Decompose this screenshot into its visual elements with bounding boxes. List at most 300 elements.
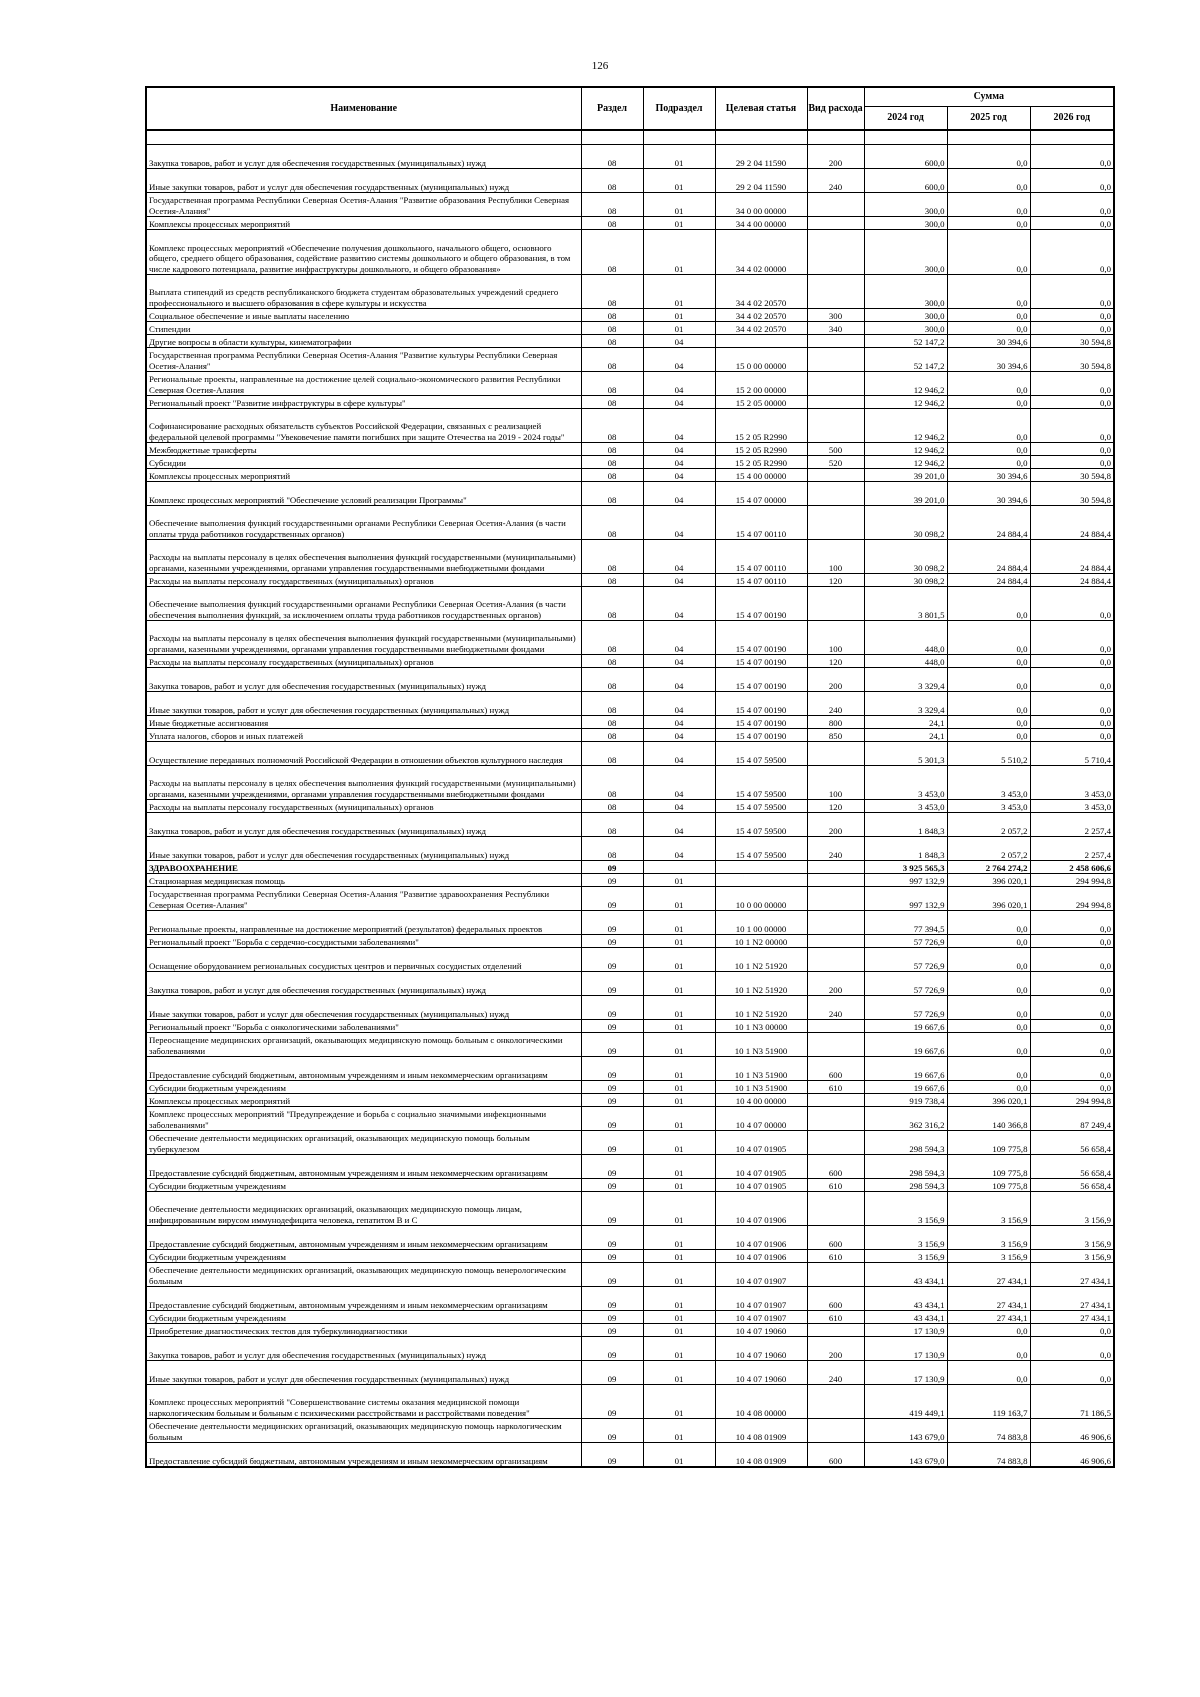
cell-name: Субсидии (146, 456, 581, 469)
cell-2025: 3 156,9 (947, 1226, 1030, 1250)
table-row (146, 275, 1114, 309)
cell-2024: 600,0 (864, 145, 947, 169)
cell-subsection: 01 (643, 1081, 715, 1094)
cell-2025: 0,0 (947, 729, 1030, 742)
cell-2025: 2 764 274,2 (947, 861, 1030, 874)
cell-expense-type (807, 230, 864, 275)
cell-name: Расходы на выплаты персоналу в целях обеспечения выполнения функций государственными (муниципальными) органами, казенными учреждениями, органами управления государственными внебюджетными фондами (146, 766, 581, 800)
table-row (146, 1324, 1114, 1337)
table-row (146, 1179, 1114, 1192)
cell-2024: 5 301,3 (864, 742, 947, 766)
cell-subsection: 01 (643, 935, 715, 948)
cell-2025: 0,0 (947, 655, 1030, 668)
cell-target: 10 1 N3 51900 (715, 1033, 807, 1057)
table-row (146, 1081, 1114, 1094)
cell-2025: 0,0 (947, 1057, 1030, 1081)
cell-subsection: 01 (643, 169, 715, 193)
cell-target: 10 4 07 19060 (715, 1361, 807, 1385)
cell-2026: 0,0 (1030, 996, 1114, 1020)
cell-target: 29 2 04 11590 (715, 145, 807, 169)
cell-2026: 2 458 606,6 (1030, 861, 1114, 874)
cell-target: 15 4 07 59500 (715, 742, 807, 766)
cell-2025: 30 394,6 (947, 335, 1030, 348)
cell-section: 09 (581, 861, 643, 874)
cell-2026: 0,0 (1030, 1020, 1114, 1033)
table-row (146, 1155, 1114, 1179)
cell-target: 15 4 07 00190 (715, 729, 807, 742)
cell-subsection: 01 (643, 996, 715, 1020)
cell-target: 15 4 07 59500 (715, 766, 807, 800)
cell-subsection: 01 (643, 275, 715, 309)
cell-2026: 0,0 (1030, 1337, 1114, 1361)
cell-target: 15 4 07 00110 (715, 540, 807, 574)
cell-subsection: 04 (643, 396, 715, 409)
cell-name: Предоставление субсидий бюджетным, автономным учреждениям и иным некоммерческим организациям (146, 1443, 581, 1468)
cell-2024: 12 946,2 (864, 443, 947, 456)
cell-2024: 57 726,9 (864, 948, 947, 972)
cell-name: Предоставление субсидий бюджетным, автономным учреждениям и иным некоммерческим организациям (146, 1057, 581, 1081)
table-row (146, 887, 1114, 911)
cell-target: 10 1 N3 00000 (715, 1020, 807, 1033)
cell-2026: 0,0 (1030, 409, 1114, 443)
cell-expense-type: 200 (807, 1337, 864, 1361)
table-row (146, 348, 1114, 372)
cell-2026: 0,0 (1030, 230, 1114, 275)
cell-target (715, 874, 807, 887)
cell-expense-type: 520 (807, 456, 864, 469)
cell-section: 08 (581, 469, 643, 482)
cell-name: Комплекс процессных мероприятий "Обеспечение условий реализации Программы" (146, 482, 581, 506)
cell-2026: 3 156,9 (1030, 1192, 1114, 1226)
cell-expense-type (807, 948, 864, 972)
cell-expense-type: 600 (807, 1443, 864, 1468)
cell-2024: 1 848,3 (864, 837, 947, 861)
cell-2025: 3 453,0 (947, 766, 1030, 800)
cell-name: Приобретение диагностических тестов для туберкулинодиагностики (146, 1324, 581, 1337)
cell-2026: 0,0 (1030, 145, 1114, 169)
table-row (146, 409, 1114, 443)
cell-subsection: 04 (643, 409, 715, 443)
table-row (146, 800, 1114, 813)
cell-expense-type: 610 (807, 1081, 864, 1094)
cell-2026: 0,0 (1030, 169, 1114, 193)
cell-2024: 143 679,0 (864, 1443, 947, 1468)
cell-2024: 3 156,9 (864, 1226, 947, 1250)
cell-expense-type: 800 (807, 716, 864, 729)
cell-name: Региональные проекты, направленные на достижение мероприятий (результатов) федеральных проектов (146, 911, 581, 935)
cell-expense-type (807, 861, 864, 874)
cell-section: 09 (581, 948, 643, 972)
cell-name: Закупка товаров, работ и услуг для обеспечения государственных (муниципальных) нужд (146, 972, 581, 996)
cell-name: Государственная программа Республики Северная Осетия-Алания "Развитие здравоохранения Республики Северная Осетия-Алания" (146, 887, 581, 911)
cell-subsection: 04 (643, 506, 715, 540)
cell-section: 09 (581, 1226, 643, 1250)
cell-expense-type: 600 (807, 1057, 864, 1081)
cell-2026: 0,0 (1030, 668, 1114, 692)
cell-target: 34 4 02 20570 (715, 322, 807, 335)
cell-target: 34 4 02 20570 (715, 275, 807, 309)
table-row (146, 372, 1114, 396)
cell-section: 08 (581, 540, 643, 574)
cell-name: Обеспечение деятельности медицинских организаций, оказывающих медицинскую помощь лицам, инфицированным вирусом иммунодефицита человека, гепатитом В и С (146, 1192, 581, 1226)
header-subsection: Подраздел (643, 87, 715, 130)
cell-name: Расходы на выплаты персоналу государственных (муниципальных) органов (146, 655, 581, 668)
cell-expense-type: 500 (807, 443, 864, 456)
cell-subsection: 01 (643, 972, 715, 996)
cell-2024: 24,1 (864, 716, 947, 729)
cell-name: Социальное обеспечение и иные выплаты населению (146, 309, 581, 322)
cell-name: Региональные проекты, направленные на достижение целей социально-экономического развития Республики Северная Осетия-Алания (146, 372, 581, 396)
cell-expense-type: 240 (807, 692, 864, 716)
cell-2026: 27 434,1 (1030, 1311, 1114, 1324)
table-row (146, 729, 1114, 742)
cell-2025: 140 366,8 (947, 1107, 1030, 1131)
cell-2026: 0,0 (1030, 729, 1114, 742)
cell-2025: 0,0 (947, 1020, 1030, 1033)
cell-expense-type (807, 1263, 864, 1287)
cell-2024: 17 130,9 (864, 1361, 947, 1385)
cell-name: Государственная программа Республики Северная Осетия-Алания "Развитие образования Республики Северная Осетия-Алания" (146, 193, 581, 217)
cell-section: 08 (581, 655, 643, 668)
table-row (146, 1287, 1114, 1311)
cell-target: 15 4 07 59500 (715, 837, 807, 861)
table-row (146, 540, 1114, 574)
cell-2026: 27 434,1 (1030, 1287, 1114, 1311)
cell-section: 09 (581, 1094, 643, 1107)
cell-section: 09 (581, 1287, 643, 1311)
cell-target: 15 4 07 59500 (715, 800, 807, 813)
cell-subsection: 01 (643, 1192, 715, 1226)
cell-2026: 5 710,4 (1030, 742, 1114, 766)
cell-target: 10 4 07 01906 (715, 1192, 807, 1226)
cell-target: 10 4 08 01909 (715, 1419, 807, 1443)
cell-section: 09 (581, 1324, 643, 1337)
cell-name: Региональный проект "Развитие инфраструктуры в сфере культуры" (146, 396, 581, 409)
cell-name: Предоставление субсидий бюджетным, автономным учреждениям и иным некоммерческим организациям (146, 1226, 581, 1250)
cell-2024: 300,0 (864, 217, 947, 230)
cell-name: Региональный проект "Борьба с онкологическими заболеваниями" (146, 1020, 581, 1033)
cell-subsection: 04 (643, 692, 715, 716)
cell-section: 09 (581, 1250, 643, 1263)
cell-name: Комплексы процессных мероприятий (146, 217, 581, 230)
cell-section: 08 (581, 335, 643, 348)
cell-target: 10 1 N2 51920 (715, 996, 807, 1020)
cell-2026: 30 594,8 (1030, 348, 1114, 372)
cell-expense-type: 240 (807, 1361, 864, 1385)
cell-name: Обеспечение деятельности медицинских организаций, оказывающих медицинскую помощь венерологическим больным (146, 1263, 581, 1287)
cell-subsection: 04 (643, 482, 715, 506)
cell-name: Другие вопросы в области культуры, кинематографии (146, 335, 581, 348)
cell-target: 10 4 07 01905 (715, 1179, 807, 1192)
cell-name: Расходы на выплаты персоналу государственных (муниципальных) органов (146, 574, 581, 587)
cell-section: 08 (581, 692, 643, 716)
cell-target: 10 1 N3 51900 (715, 1081, 807, 1094)
cell-subsection: 04 (643, 456, 715, 469)
cell-2026: 0,0 (1030, 911, 1114, 935)
cell-2024: 19 667,6 (864, 1057, 947, 1081)
cell-2025: 109 775,8 (947, 1179, 1030, 1192)
cell-2026: 0,0 (1030, 621, 1114, 655)
cell-2024: 12 946,2 (864, 396, 947, 409)
cell-target: 34 4 02 20570 (715, 309, 807, 322)
cell-2026: 30 594,8 (1030, 469, 1114, 482)
cell-2024: 298 594,3 (864, 1131, 947, 1155)
table-row (146, 742, 1114, 766)
cell-2024: 300,0 (864, 230, 947, 275)
cell-2024: 300,0 (864, 309, 947, 322)
cell-section: 08 (581, 230, 643, 275)
table-row (146, 621, 1114, 655)
cell-2026: 27 434,1 (1030, 1263, 1114, 1287)
cell-target: 10 1 N2 00000 (715, 935, 807, 948)
cell-section: 09 (581, 1057, 643, 1081)
cell-section: 08 (581, 482, 643, 506)
cell-2025: 0,0 (947, 193, 1030, 217)
cell-section: 09 (581, 1155, 643, 1179)
cell-name: Субсидии бюджетным учреждениям (146, 1179, 581, 1192)
cell-expense-type (807, 1192, 864, 1226)
cell-2025: 74 883,8 (947, 1419, 1030, 1443)
cell-subsection: 04 (643, 540, 715, 574)
cell-2025: 0,0 (947, 692, 1030, 716)
cell-expense-type: 100 (807, 540, 864, 574)
cell-target: 10 4 07 19060 (715, 1324, 807, 1337)
cell-subsection: 04 (643, 621, 715, 655)
table-header (146, 87, 1114, 130)
cell-subsection: 04 (643, 813, 715, 837)
table-row (146, 574, 1114, 587)
cell-target: 15 4 07 00190 (715, 692, 807, 716)
cell-name: Иные закупки товаров, работ и услуг для обеспечения государственных (муниципальных) нужд (146, 996, 581, 1020)
cell-subsection: 01 (643, 1419, 715, 1443)
cell-2024: 3 329,4 (864, 692, 947, 716)
cell-name: Обеспечение деятельности медицинских организаций, оказывающих медицинскую помощь больным туберкулезом (146, 1131, 581, 1155)
cell-name: Иные бюджетные ассигнования (146, 716, 581, 729)
cell-2026: 0,0 (1030, 1081, 1114, 1094)
cell-section: 08 (581, 837, 643, 861)
cell-section: 08 (581, 621, 643, 655)
cell-2024: 3 156,9 (864, 1192, 947, 1226)
cell-subsection: 04 (643, 443, 715, 456)
cell-expense-type: 200 (807, 668, 864, 692)
cell-2024: 300,0 (864, 193, 947, 217)
cell-2026: 3 453,0 (1030, 766, 1114, 800)
cell-name: Комплексы процессных мероприятий (146, 469, 581, 482)
cell-2024: 30 098,2 (864, 540, 947, 574)
table-row (146, 911, 1114, 935)
cell-name: Выплата стипендий из средств республиканского бюджета студентам образовательных учреждений среднего профессионального и высшего образования в сфере культуры и искусства (146, 275, 581, 309)
table-row (146, 1057, 1114, 1081)
cell-section: 08 (581, 396, 643, 409)
table-row (146, 766, 1114, 800)
cell-section: 09 (581, 1033, 643, 1057)
cell-section: 09 (581, 1192, 643, 1226)
cell-section: 08 (581, 309, 643, 322)
cell-2024: 30 098,2 (864, 574, 947, 587)
cell-section: 09 (581, 972, 643, 996)
cell-name: Расходы на выплаты персоналу в целях обеспечения выполнения функций государственными (муниципальными) органами, казенными учреждениями, органами управления государственными внебюджетными фондами (146, 540, 581, 574)
cell-section: 09 (581, 1020, 643, 1033)
table-row (146, 996, 1114, 1020)
cell-name: Расходы на выплаты персоналу в целях обеспечения выполнения функций государственными (муниципальными) органами, казенными учреждениями, органами управления государственными внебюджетными фондами (146, 621, 581, 655)
cell-target: 34 0 00 00000 (715, 193, 807, 217)
table-row (146, 1250, 1114, 1263)
cell-target: 10 1 N2 51920 (715, 948, 807, 972)
cell-subsection: 04 (643, 587, 715, 621)
cell-section: 09 (581, 1419, 643, 1443)
cell-section: 09 (581, 874, 643, 887)
cell-subsection: 01 (643, 309, 715, 322)
cell-target: 15 4 07 00190 (715, 621, 807, 655)
header-spacer (146, 130, 1114, 145)
cell-2026: 0,0 (1030, 935, 1114, 948)
cell-section: 08 (581, 574, 643, 587)
cell-name: Обеспечение выполнения функций государственными органами Республики Северная Осетия-Алания (в части оплаты труда работников государственных органов) (146, 506, 581, 540)
table-row (146, 1226, 1114, 1250)
cell-2026: 0,0 (1030, 443, 1114, 456)
cell-expense-type: 610 (807, 1250, 864, 1263)
cell-2025: 396 020,1 (947, 874, 1030, 887)
cell-2026: 0,0 (1030, 217, 1114, 230)
cell-subsection: 01 (643, 911, 715, 935)
cell-section: 08 (581, 409, 643, 443)
cell-2024: 30 098,2 (864, 506, 947, 540)
cell-target: 15 4 07 00110 (715, 574, 807, 587)
cell-section: 09 (581, 996, 643, 1020)
cell-subsection: 01 (643, 1033, 715, 1057)
cell-2024: 19 667,6 (864, 1081, 947, 1094)
table-row (146, 1311, 1114, 1324)
cell-2024: 57 726,9 (864, 935, 947, 948)
cell-expense-type (807, 911, 864, 935)
cell-name: Осуществление переданных полномочий Российской Федерации в отношении объектов культурного наследия (146, 742, 581, 766)
cell-2024: 419 449,1 (864, 1385, 947, 1419)
cell-expense-type (807, 887, 864, 911)
cell-2024: 24,1 (864, 729, 947, 742)
cell-subsection: 01 (643, 1020, 715, 1033)
cell-section: 09 (581, 887, 643, 911)
cell-name: ЗДРАВООХРАНЕНИЕ (146, 861, 581, 874)
cell-name: Закупка товаров, работ и услуг для обеспечения государственных (муниципальных) нужд (146, 145, 581, 169)
cell-2025: 24 884,4 (947, 506, 1030, 540)
cell-2026: 0,0 (1030, 948, 1114, 972)
cell-expense-type: 850 (807, 729, 864, 742)
cell-section: 08 (581, 668, 643, 692)
cell-section: 09 (581, 1081, 643, 1094)
cell-target: 15 4 00 00000 (715, 469, 807, 482)
table-row (146, 322, 1114, 335)
cell-subsection: 01 (643, 1179, 715, 1192)
cell-2025: 0,0 (947, 396, 1030, 409)
cell-2025: 396 020,1 (947, 887, 1030, 911)
cell-subsection: 01 (643, 1311, 715, 1324)
table-row (146, 506, 1114, 540)
cell-2025: 30 394,6 (947, 469, 1030, 482)
cell-subsection: 04 (643, 766, 715, 800)
cell-target (715, 335, 807, 348)
cell-expense-type: 100 (807, 621, 864, 655)
table-row (146, 935, 1114, 948)
table-row (146, 861, 1114, 874)
cell-expense-type: 200 (807, 972, 864, 996)
cell-2024: 17 130,9 (864, 1324, 947, 1337)
cell-subsection: 04 (643, 469, 715, 482)
cell-subsection: 04 (643, 800, 715, 813)
cell-2024: 43 434,1 (864, 1287, 947, 1311)
cell-2024: 143 679,0 (864, 1419, 947, 1443)
cell-target: 10 1 N3 51900 (715, 1057, 807, 1081)
cell-2025: 0,0 (947, 1337, 1030, 1361)
cell-2025: 30 394,6 (947, 348, 1030, 372)
cell-2026: 0,0 (1030, 1361, 1114, 1385)
table-row (146, 482, 1114, 506)
cell-section: 09 (581, 1263, 643, 1287)
cell-expense-type (807, 1033, 864, 1057)
cell-2025: 0,0 (947, 1033, 1030, 1057)
cell-expense-type: 610 (807, 1179, 864, 1192)
table-row (146, 193, 1114, 217)
cell-section: 09 (581, 1107, 643, 1131)
cell-2026: 0,0 (1030, 275, 1114, 309)
cell-section: 09 (581, 1443, 643, 1468)
cell-subsection: 01 (643, 322, 715, 335)
cell-2025: 0,0 (947, 621, 1030, 655)
cell-2026: 46 906,6 (1030, 1443, 1114, 1468)
cell-expense-type: 200 (807, 145, 864, 169)
table-row (146, 335, 1114, 348)
cell-expense-type: 120 (807, 574, 864, 587)
cell-2024: 57 726,9 (864, 972, 947, 996)
cell-2024: 362 316,2 (864, 1107, 947, 1131)
cell-2025: 0,0 (947, 409, 1030, 443)
cell-subsection: 04 (643, 655, 715, 668)
cell-2025: 30 394,6 (947, 482, 1030, 506)
cell-target: 10 0 00 00000 (715, 887, 807, 911)
cell-2026: 30 594,8 (1030, 335, 1114, 348)
cell-expense-type: 600 (807, 1226, 864, 1250)
cell-subsection: 04 (643, 668, 715, 692)
cell-2026: 0,0 (1030, 193, 1114, 217)
cell-2025: 0,0 (947, 145, 1030, 169)
cell-2025: 74 883,8 (947, 1443, 1030, 1468)
cell-name: Обеспечение деятельности медицинских организаций, оказывающих медицинскую помощь наркологическим больным (146, 1419, 581, 1443)
cell-expense-type (807, 275, 864, 309)
cell-2026: 0,0 (1030, 456, 1114, 469)
cell-expense-type (807, 217, 864, 230)
cell-section: 08 (581, 443, 643, 456)
cell-subsection: 04 (643, 574, 715, 587)
cell-name: Предоставление субсидий бюджетным, автономным учреждениям и иным некоммерческим организациям (146, 1155, 581, 1179)
table-row (146, 217, 1114, 230)
cell-subsection: 01 (643, 1057, 715, 1081)
cell-2025: 3 453,0 (947, 800, 1030, 813)
cell-2025: 27 434,1 (947, 1311, 1030, 1324)
cell-expense-type: 300 (807, 309, 864, 322)
cell-2026: 2 257,4 (1030, 837, 1114, 861)
cell-target: 10 4 07 01906 (715, 1250, 807, 1263)
cell-2026: 0,0 (1030, 716, 1114, 729)
cell-expense-type (807, 874, 864, 887)
cell-2024: 300,0 (864, 275, 947, 309)
cell-subsection: 01 (643, 193, 715, 217)
cell-2024: 3 453,0 (864, 766, 947, 800)
cell-name: Софинансирование расходных обязательств субъектов Российской Федерации, связанных с реализацией федеральной целевой программы "Увековечение памяти погибших при защите Отечества на 2019 - 2024 годы" (146, 409, 581, 443)
cell-expense-type (807, 482, 864, 506)
cell-name: Иные закупки товаров, работ и услуг для обеспечения государственных (муниципальных) нужд (146, 837, 581, 861)
cell-2024: 3 329,4 (864, 668, 947, 692)
cell-expense-type: 200 (807, 813, 864, 837)
cell-2026: 56 658,4 (1030, 1131, 1114, 1155)
